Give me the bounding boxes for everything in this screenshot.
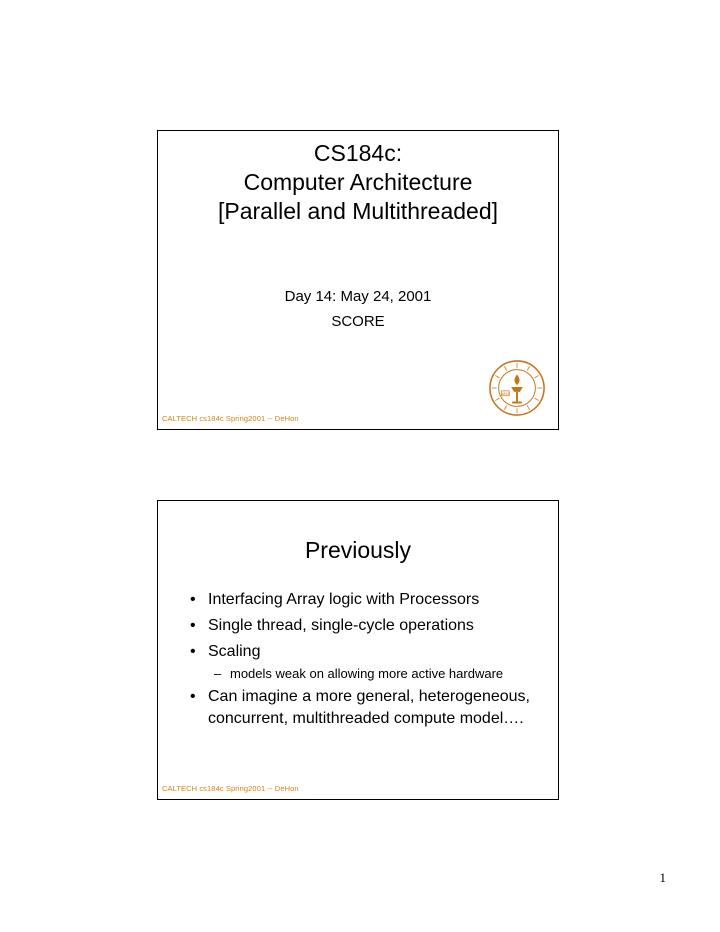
- sub-bullet-item: [208, 665, 544, 682]
- bullet-text: Can imagine a more general, heterogeneous, concurrent, multithreaded compute model….: [208, 688, 530, 727]
- slide-footer: CALTECH cs184c Spring2001 -- DeHon: [162, 784, 299, 793]
- subtitle-line: SCORE: [331, 313, 385, 330]
- title-line: [Parallel and Multithreaded]: [218, 198, 498, 224]
- bullet-list: [182, 589, 544, 734]
- previously-slide: [157, 500, 559, 800]
- sub-bullet-list: [208, 665, 544, 682]
- caltech-seal-icon: [488, 359, 546, 417]
- bullet-dot-icon: •: [190, 591, 196, 608]
- title-line: CS184c:: [313, 140, 403, 166]
- bullet-item: [182, 641, 544, 682]
- dash-icon: –: [214, 666, 222, 681]
- subtitle-line: Day 14: May 24, 2001: [284, 288, 432, 305]
- slide-subtitle: [158, 284, 558, 334]
- page-number: 1: [659, 870, 666, 885]
- bullet-text: Single thread, single-cycle operations: [208, 617, 474, 634]
- bullet-text: Scaling: [208, 643, 261, 660]
- bullet-text: Interfacing Array logic with Processors: [208, 591, 480, 608]
- bullet-item: [182, 589, 544, 611]
- slide-title: Previously: [304, 537, 412, 563]
- slide-title: [158, 139, 558, 226]
- bullet-item: [182, 686, 544, 730]
- bullet-item: [182, 615, 544, 637]
- title-slide: [157, 130, 559, 430]
- bullet-dot-icon: •: [190, 643, 196, 660]
- bullet-dot-icon: •: [190, 617, 196, 634]
- slide-footer: CALTECH cs184c Spring2001 -- DeHon: [162, 414, 299, 423]
- title-line: Computer Architecture: [243, 169, 473, 195]
- seal-year: 1891: [501, 391, 510, 396]
- sub-bullet-text: models weak on allowing more active hardware: [230, 666, 504, 681]
- bullet-dot-icon: •: [190, 688, 196, 705]
